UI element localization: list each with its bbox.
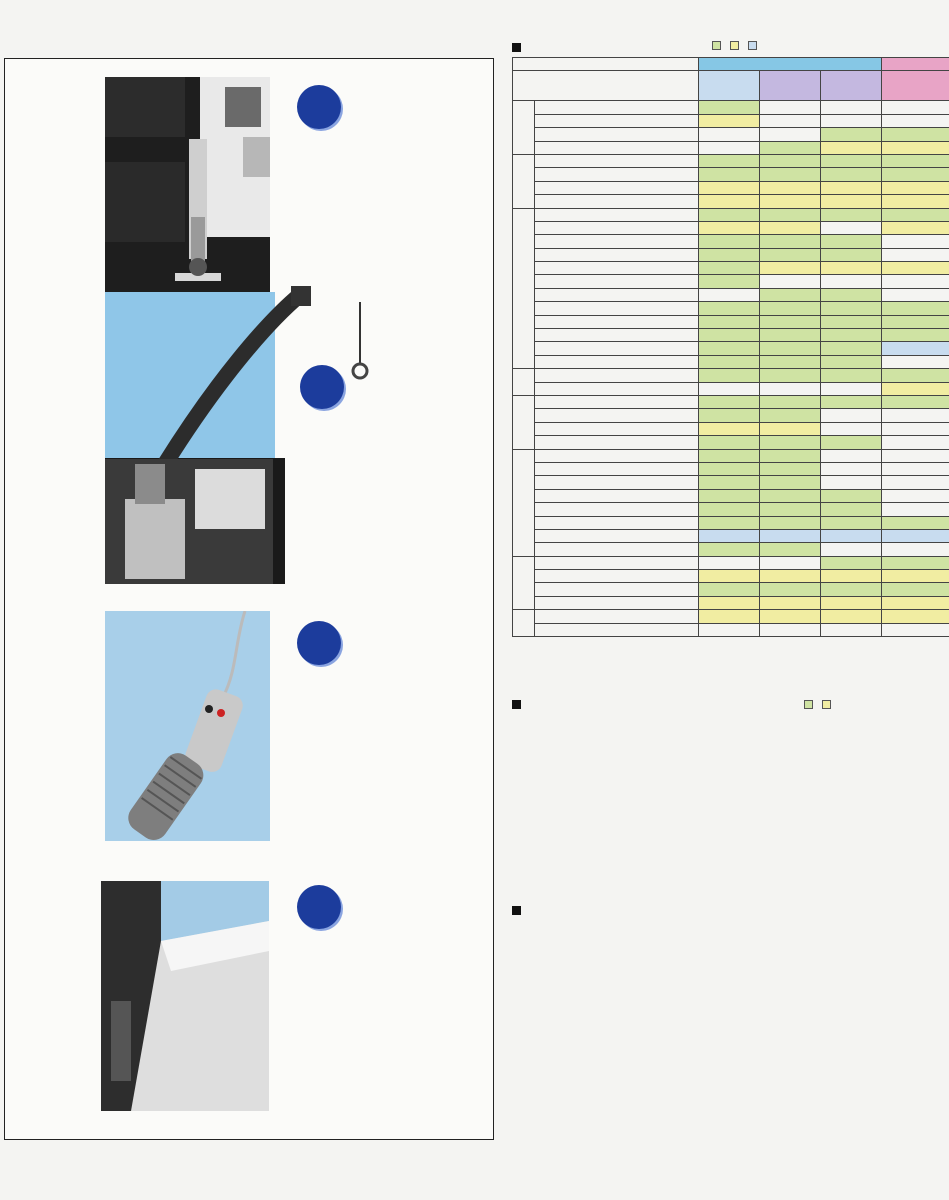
grade-value-cell bbox=[821, 221, 882, 234]
grade-header-1 bbox=[760, 71, 821, 101]
item-name bbox=[535, 503, 699, 516]
grade-value-cell bbox=[882, 570, 949, 583]
grade-value-cell bbox=[821, 114, 882, 127]
table-row bbox=[513, 168, 949, 181]
grade-value-cell bbox=[699, 101, 760, 114]
item-name bbox=[535, 168, 699, 181]
item-name bbox=[535, 556, 699, 569]
table-row bbox=[513, 489, 949, 502]
item-name bbox=[535, 141, 699, 154]
grade-value-cell bbox=[699, 503, 760, 516]
table-row bbox=[513, 141, 949, 154]
grade-value-cell bbox=[821, 369, 882, 382]
grade-value-cell bbox=[699, 570, 760, 583]
item-name bbox=[535, 543, 699, 556]
item-name bbox=[535, 395, 699, 408]
item-name bbox=[535, 529, 699, 542]
grade-value-cell bbox=[699, 409, 760, 422]
category-label bbox=[513, 610, 535, 637]
grade-value-cell bbox=[699, 543, 760, 556]
remote-control-photo bbox=[105, 611, 270, 841]
item-name bbox=[535, 262, 699, 275]
grade-value-cell bbox=[821, 128, 882, 141]
grade-value-cell bbox=[882, 101, 949, 114]
category-label bbox=[513, 208, 535, 369]
grade-value-cell bbox=[882, 529, 949, 542]
header-row-grade bbox=[513, 71, 949, 101]
grade-value-cell bbox=[699, 302, 760, 315]
grade-value-cell bbox=[760, 623, 821, 636]
item-name bbox=[535, 623, 699, 636]
table-row bbox=[513, 181, 949, 194]
grade-value-cell bbox=[699, 208, 760, 221]
item-name bbox=[535, 154, 699, 167]
grade-value-cell bbox=[882, 128, 949, 141]
grade-value-cell bbox=[821, 195, 882, 208]
grade-value-cell bbox=[699, 529, 760, 542]
table-row bbox=[513, 462, 949, 475]
category-label bbox=[513, 556, 535, 610]
table-row bbox=[513, 395, 949, 408]
table-row bbox=[513, 315, 949, 328]
table-row bbox=[513, 275, 949, 288]
equipment-legend bbox=[708, 41, 759, 52]
step-4-number-badge bbox=[297, 885, 341, 929]
grade-value-cell bbox=[760, 476, 821, 489]
grade-value-cell bbox=[699, 436, 760, 449]
table-row bbox=[513, 436, 949, 449]
grade-value-cell bbox=[821, 208, 882, 221]
grade-value-cell bbox=[882, 409, 949, 422]
grade-value-cell bbox=[699, 556, 760, 569]
grade-value-cell bbox=[882, 248, 949, 261]
grade-value-cell bbox=[760, 436, 821, 449]
grade-value-cell bbox=[699, 262, 760, 275]
table-row bbox=[513, 128, 949, 141]
item-name bbox=[535, 275, 699, 288]
item-name bbox=[535, 288, 699, 301]
grade-value-cell bbox=[699, 623, 760, 636]
grade-value-cell bbox=[760, 168, 821, 181]
item-name bbox=[535, 476, 699, 489]
grade-value-cell bbox=[821, 181, 882, 194]
grade-value-cell bbox=[699, 315, 760, 328]
grade-value-cell bbox=[760, 503, 821, 516]
grade-value-cell bbox=[882, 288, 949, 301]
step-3 bbox=[297, 621, 487, 675]
grade-value-cell bbox=[882, 329, 949, 342]
grade-value-cell bbox=[699, 355, 760, 368]
item-name bbox=[535, 409, 699, 422]
grade-value-cell bbox=[699, 476, 760, 489]
header-double-cab bbox=[699, 58, 882, 71]
grade-value-cell bbox=[882, 168, 949, 181]
grade-value-cell bbox=[882, 596, 949, 609]
table-row bbox=[513, 422, 949, 435]
grade-value-cell bbox=[821, 503, 882, 516]
crane-boom-photo bbox=[105, 264, 494, 584]
grade-value-cell bbox=[821, 543, 882, 556]
grade-value-cell bbox=[821, 596, 882, 609]
item-name bbox=[535, 436, 699, 449]
grade-value-cell bbox=[760, 449, 821, 462]
grade-value-cell bbox=[821, 235, 882, 248]
table-row bbox=[513, 503, 949, 516]
category-label bbox=[513, 101, 535, 155]
grade-value-cell bbox=[821, 154, 882, 167]
grade-value-cell bbox=[699, 181, 760, 194]
grade-value-cell bbox=[821, 395, 882, 408]
equipment-table bbox=[512, 57, 949, 637]
table-row bbox=[513, 583, 949, 596]
feature-panel bbox=[4, 58, 494, 1140]
header-model-label bbox=[513, 58, 699, 71]
grade-value-cell bbox=[882, 516, 949, 529]
item-name bbox=[535, 235, 699, 248]
grade-value-cell bbox=[821, 382, 882, 395]
grade-value-cell bbox=[821, 315, 882, 328]
grade-value-cell bbox=[821, 302, 882, 315]
grade-value-cell bbox=[699, 449, 760, 462]
grade-value-cell bbox=[699, 195, 760, 208]
grade-value-cell bbox=[760, 570, 821, 583]
grade-value-cell bbox=[760, 556, 821, 569]
grade-value-cell bbox=[699, 422, 760, 435]
item-name bbox=[535, 583, 699, 596]
grade-value-cell bbox=[760, 275, 821, 288]
grade-value-cell bbox=[760, 181, 821, 194]
item-name bbox=[535, 382, 699, 395]
grade-value-cell bbox=[882, 543, 949, 556]
grade-value-cell bbox=[882, 114, 949, 127]
grade-value-cell bbox=[821, 329, 882, 342]
grade-value-cell bbox=[882, 623, 949, 636]
grade-value-cell bbox=[760, 369, 821, 382]
grade-value-cell bbox=[760, 355, 821, 368]
grade-value-cell bbox=[699, 489, 760, 502]
grade-value-cell bbox=[760, 342, 821, 355]
item-name bbox=[535, 596, 699, 609]
item-name bbox=[535, 516, 699, 529]
grade-value-cell bbox=[821, 422, 882, 435]
grade-value-cell bbox=[821, 248, 882, 261]
grade-value-cell bbox=[760, 382, 821, 395]
category-label bbox=[513, 395, 535, 449]
grade-value-cell bbox=[699, 516, 760, 529]
grade-value-cell bbox=[760, 315, 821, 328]
grade-value-cell bbox=[821, 101, 882, 114]
grade-value-cell bbox=[699, 596, 760, 609]
grade-value-cell bbox=[760, 248, 821, 261]
header-grade-label bbox=[513, 71, 699, 101]
stowed-guardbar-photo bbox=[101, 881, 269, 1111]
grade-value-cell bbox=[699, 382, 760, 395]
grade-value-cell bbox=[760, 302, 821, 315]
grade-value-cell bbox=[821, 529, 882, 542]
table-row bbox=[513, 570, 949, 583]
table-row bbox=[513, 476, 949, 489]
grade-value-cell bbox=[821, 462, 882, 475]
equipment-section-title bbox=[512, 40, 524, 55]
grade-value-cell bbox=[882, 355, 949, 368]
grade-value-cell bbox=[760, 101, 821, 114]
grade-value-cell bbox=[882, 476, 949, 489]
grade-value-cell bbox=[882, 395, 949, 408]
grade-value-cell bbox=[882, 208, 949, 221]
grade-value-cell bbox=[699, 342, 760, 355]
grade-value-cell bbox=[882, 462, 949, 475]
grade-value-cell bbox=[882, 235, 949, 248]
table-row bbox=[513, 154, 949, 167]
grade-value-cell bbox=[882, 369, 949, 382]
grade-value-cell bbox=[882, 221, 949, 234]
table-row bbox=[513, 409, 949, 422]
table-row bbox=[513, 221, 949, 234]
grade-value-cell bbox=[882, 181, 949, 194]
item-name bbox=[535, 489, 699, 502]
grade-value-cell bbox=[760, 543, 821, 556]
grade-value-cell bbox=[699, 395, 760, 408]
grade-value-cell bbox=[760, 114, 821, 127]
table-row bbox=[513, 596, 949, 609]
grade-value-cell bbox=[760, 409, 821, 422]
table-row bbox=[513, 235, 949, 248]
item-name bbox=[535, 462, 699, 475]
grade-value-cell bbox=[760, 208, 821, 221]
grade-value-cell bbox=[699, 275, 760, 288]
grade-value-cell bbox=[760, 395, 821, 408]
grade-value-cell bbox=[760, 422, 821, 435]
table-row bbox=[513, 623, 949, 636]
table-row bbox=[513, 248, 949, 261]
category-label bbox=[513, 369, 535, 396]
step-1-number-badge bbox=[297, 85, 341, 129]
grade-value-cell bbox=[821, 141, 882, 154]
grade-value-cell bbox=[821, 355, 882, 368]
item-name bbox=[535, 610, 699, 623]
item-name bbox=[535, 128, 699, 141]
table-row bbox=[513, 329, 949, 342]
table-row bbox=[513, 355, 949, 368]
grade-value-cell bbox=[699, 154, 760, 167]
grade-value-cell bbox=[699, 128, 760, 141]
grade-value-cell bbox=[760, 128, 821, 141]
grade-value-cell bbox=[760, 583, 821, 596]
header-single-cab bbox=[882, 58, 949, 71]
item-name bbox=[535, 342, 699, 355]
grade-value-cell bbox=[760, 462, 821, 475]
table-row bbox=[513, 195, 949, 208]
grade-value-cell bbox=[882, 382, 949, 395]
grade-value-cell bbox=[882, 503, 949, 516]
table-row bbox=[513, 556, 949, 569]
grade-value-cell bbox=[882, 449, 949, 462]
table-row bbox=[513, 369, 949, 382]
grade-value-cell bbox=[760, 529, 821, 542]
step-4 bbox=[297, 885, 487, 939]
grade-value-cell bbox=[760, 235, 821, 248]
grade-value-cell bbox=[882, 489, 949, 502]
grade-value-cell bbox=[882, 195, 949, 208]
grade-value-cell bbox=[882, 302, 949, 315]
item-name bbox=[535, 114, 699, 127]
grade-value-cell bbox=[760, 262, 821, 275]
table-row bbox=[513, 342, 949, 355]
category-label bbox=[513, 449, 535, 556]
grade-value-cell bbox=[821, 583, 882, 596]
grade-value-cell bbox=[699, 369, 760, 382]
item-name bbox=[535, 248, 699, 261]
grade-value-cell bbox=[760, 610, 821, 623]
table-row bbox=[513, 516, 949, 529]
item-name bbox=[535, 422, 699, 435]
grade-value-cell bbox=[821, 623, 882, 636]
grade-value-cell bbox=[821, 570, 882, 583]
grade-value-cell bbox=[699, 610, 760, 623]
grade-value-cell bbox=[882, 436, 949, 449]
grade-value-cell bbox=[821, 476, 882, 489]
table-row bbox=[513, 449, 949, 462]
grade-value-cell bbox=[699, 168, 760, 181]
step-2-number-badge bbox=[300, 365, 344, 409]
item-name bbox=[535, 302, 699, 315]
table-row bbox=[513, 302, 949, 315]
grade-value-cell bbox=[882, 342, 949, 355]
grade-value-cell bbox=[699, 462, 760, 475]
item-name bbox=[535, 315, 699, 328]
item-name bbox=[535, 355, 699, 368]
item-name bbox=[535, 369, 699, 382]
grade-value-cell bbox=[882, 141, 949, 154]
grade-value-cell bbox=[699, 583, 760, 596]
grade-value-cell bbox=[760, 288, 821, 301]
grade-value-cell bbox=[882, 275, 949, 288]
grade-value-cell bbox=[882, 154, 949, 167]
grade-value-cell bbox=[699, 329, 760, 342]
table-row bbox=[513, 529, 949, 542]
table-row bbox=[513, 101, 949, 114]
item-name bbox=[535, 570, 699, 583]
table-row bbox=[513, 208, 949, 221]
grade-value-cell bbox=[821, 436, 882, 449]
grade-value-cell bbox=[699, 288, 760, 301]
table-row bbox=[513, 382, 949, 395]
color-section-title bbox=[512, 697, 524, 712]
grade-header-2 bbox=[821, 71, 882, 101]
table-row bbox=[513, 543, 949, 556]
grade-value-cell bbox=[760, 154, 821, 167]
grade-value-cell bbox=[882, 556, 949, 569]
color-legend bbox=[800, 700, 833, 711]
grade-value-cell bbox=[882, 422, 949, 435]
grade-value-cell bbox=[821, 262, 882, 275]
item-name bbox=[535, 181, 699, 194]
crane-section-title bbox=[512, 903, 524, 918]
table-row bbox=[513, 114, 949, 127]
grade-value-cell bbox=[699, 221, 760, 234]
grade-value-cell bbox=[760, 516, 821, 529]
item-name bbox=[535, 101, 699, 114]
grade-value-cell bbox=[882, 583, 949, 596]
item-name bbox=[535, 449, 699, 462]
grade-value-cell bbox=[699, 114, 760, 127]
grade-header-3 bbox=[882, 71, 949, 101]
grade-value-cell bbox=[760, 141, 821, 154]
item-name bbox=[535, 329, 699, 342]
grade-value-cell bbox=[821, 275, 882, 288]
grade-value-cell bbox=[699, 248, 760, 261]
grade-value-cell bbox=[760, 329, 821, 342]
grade-value-cell bbox=[821, 449, 882, 462]
grade-value-cell bbox=[821, 516, 882, 529]
grade-value-cell bbox=[760, 489, 821, 502]
category-label bbox=[513, 154, 535, 208]
grade-value-cell bbox=[821, 409, 882, 422]
grade-value-cell bbox=[882, 315, 949, 328]
grade-value-cell bbox=[882, 610, 949, 623]
table-row bbox=[513, 262, 949, 275]
table-row bbox=[513, 610, 949, 623]
grade-value-cell bbox=[760, 195, 821, 208]
grade-value-cell bbox=[821, 556, 882, 569]
item-name bbox=[535, 208, 699, 221]
item-name bbox=[535, 195, 699, 208]
step-3-number-badge bbox=[297, 621, 341, 665]
grade-header-0 bbox=[699, 71, 760, 101]
grade-value-cell bbox=[821, 168, 882, 181]
item-name bbox=[535, 221, 699, 234]
grade-value-cell bbox=[699, 141, 760, 154]
step-2 bbox=[300, 365, 485, 419]
grade-value-cell bbox=[760, 596, 821, 609]
grade-value-cell bbox=[882, 262, 949, 275]
step-1 bbox=[297, 85, 494, 139]
grade-value-cell bbox=[821, 288, 882, 301]
page-headline bbox=[13, 67, 101, 1127]
grade-value-cell bbox=[821, 489, 882, 502]
grade-value-cell bbox=[821, 610, 882, 623]
grade-value-cell bbox=[760, 221, 821, 234]
header-row-model bbox=[513, 58, 949, 71]
table-row bbox=[513, 288, 949, 301]
grade-value-cell bbox=[699, 235, 760, 248]
grade-value-cell bbox=[821, 342, 882, 355]
